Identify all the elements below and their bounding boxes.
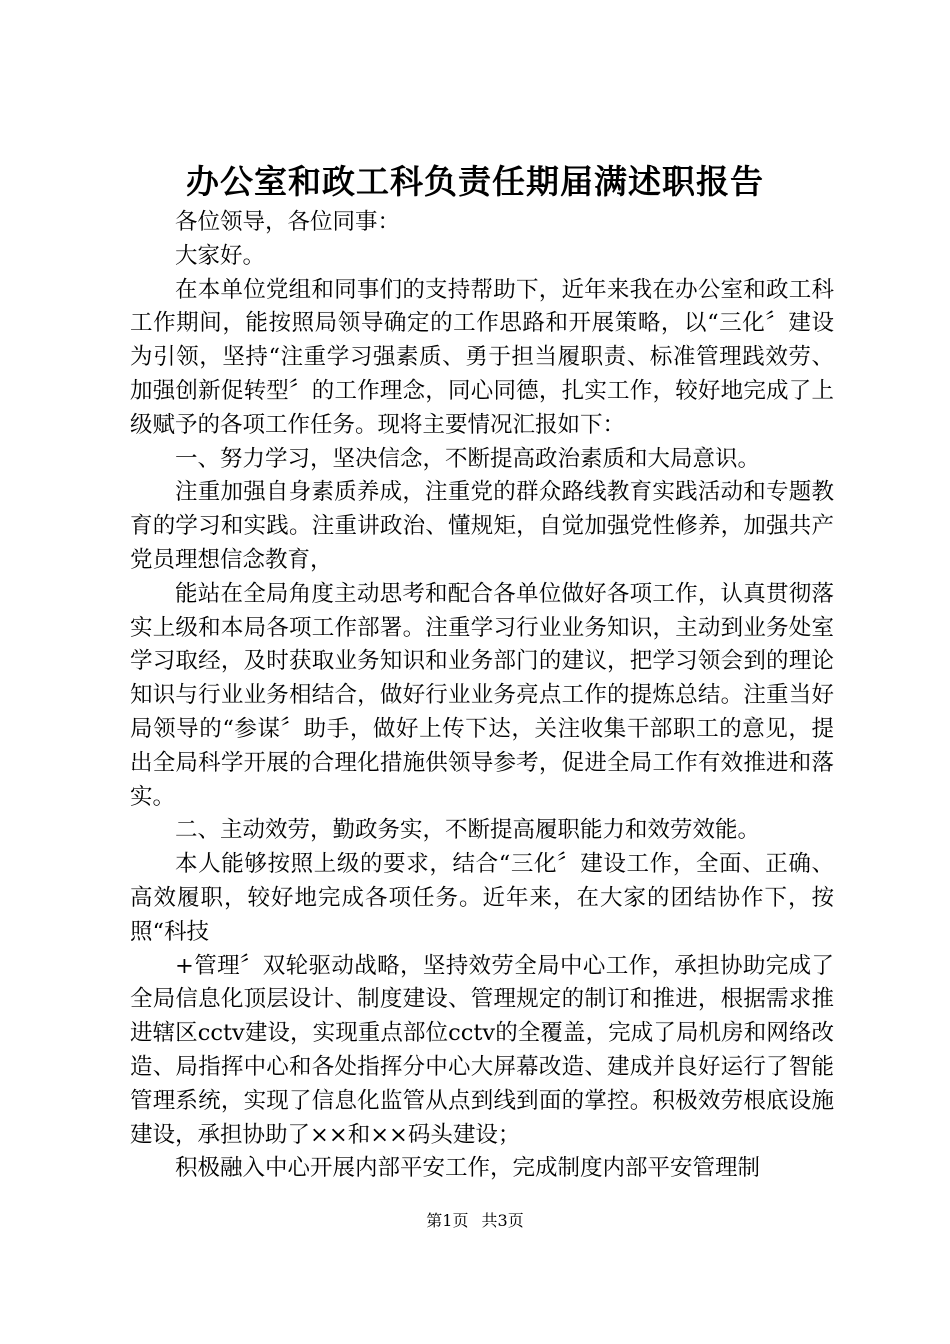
body-paragraph: 能站在全局角度主动思考和配合各单位做好各项工作，认真贯彻落实上级和本局各项工作部署。注重学习行业业务知识，主动到业务处室学习取经，及时获取业务知识和业务部门的建议，把学习领会到的理论知识与行业业务相结合，做好行业业务亮点工作的提炼总结。注重当好局领导的“参谋〞助手，做好上传下达，关注收集干部职工的意见，提出全局科学开展的合理化措施供领导参考，促进全局工作有效推进和落实。 [130,580,834,810]
salutation-paragraph: 大家好。 [175,242,266,269]
body-paragraph: +管理〞双轮驱动战略，坚持效劳全局中心工作，承担协助完成了全局信息化顶层设计、制度建设、管理规定的制订和推进，根据需求推进辖区cctv建设，实现重点部位cctv的全覆盖，完成了局机房和网络改造、局指挥中心和各处指挥分中心大屏幕改造、建成并良好运行了智能管理系统，实现了信息化监管从点到线到面的掌控。积极效劳根底设施建设，承担协助了××和××码头建设； [130,952,834,1148]
page-number-total: 共3页 [481,1211,524,1230]
page-number-current: 第1页 [426,1211,469,1230]
body-paragraph: 积极融入中心开展内部平安工作，完成制度内部平安管理制 [175,1155,761,1182]
section-heading-1: 一、努力学习，坚决信念，不断提高政治素质和大局意识。 [175,445,761,472]
body-paragraph: 本人能够按照上级的要求，结合“三化〞建设工作，全面、正确、高效履职，较好地完成各项任务。近年来，在大家的团结协作下，按照“科技 [130,851,834,945]
greeting-paragraph: 各位领导，各位同事： [175,209,401,235]
intro-paragraph: 在本单位党组和同事们的支持帮助下，近年来我在办公室和政工科工作期间，能按照局领导确定的工作思路和开展策略，以“三化〞建设为引领，坚持“注重学习强素质、勇于担当履职责、标准管理践效劳、加强创新促转型〞的工作理念，同心同德，扎实工作，较好地完成了上级赋予的各项工作任务。现将主要情况汇报如下： [130,276,834,438]
document-body [130,206,834,1186]
document-title: 办公室和政工科负责任期届满述职报告 [186,162,764,201]
body-paragraph: 注重加强自身素质养成，注重党的群众路线教育实践活动和专题教育的学习和实践。注重讲政治、懂规矩，自觉加强党性修养，加强共产党员理想信念教育， [130,479,834,573]
section-heading-2: 二、主动效劳，勤政务实，不断提高履职能力和效劳效能。 [175,817,761,844]
page-footer [0,1210,950,1232]
